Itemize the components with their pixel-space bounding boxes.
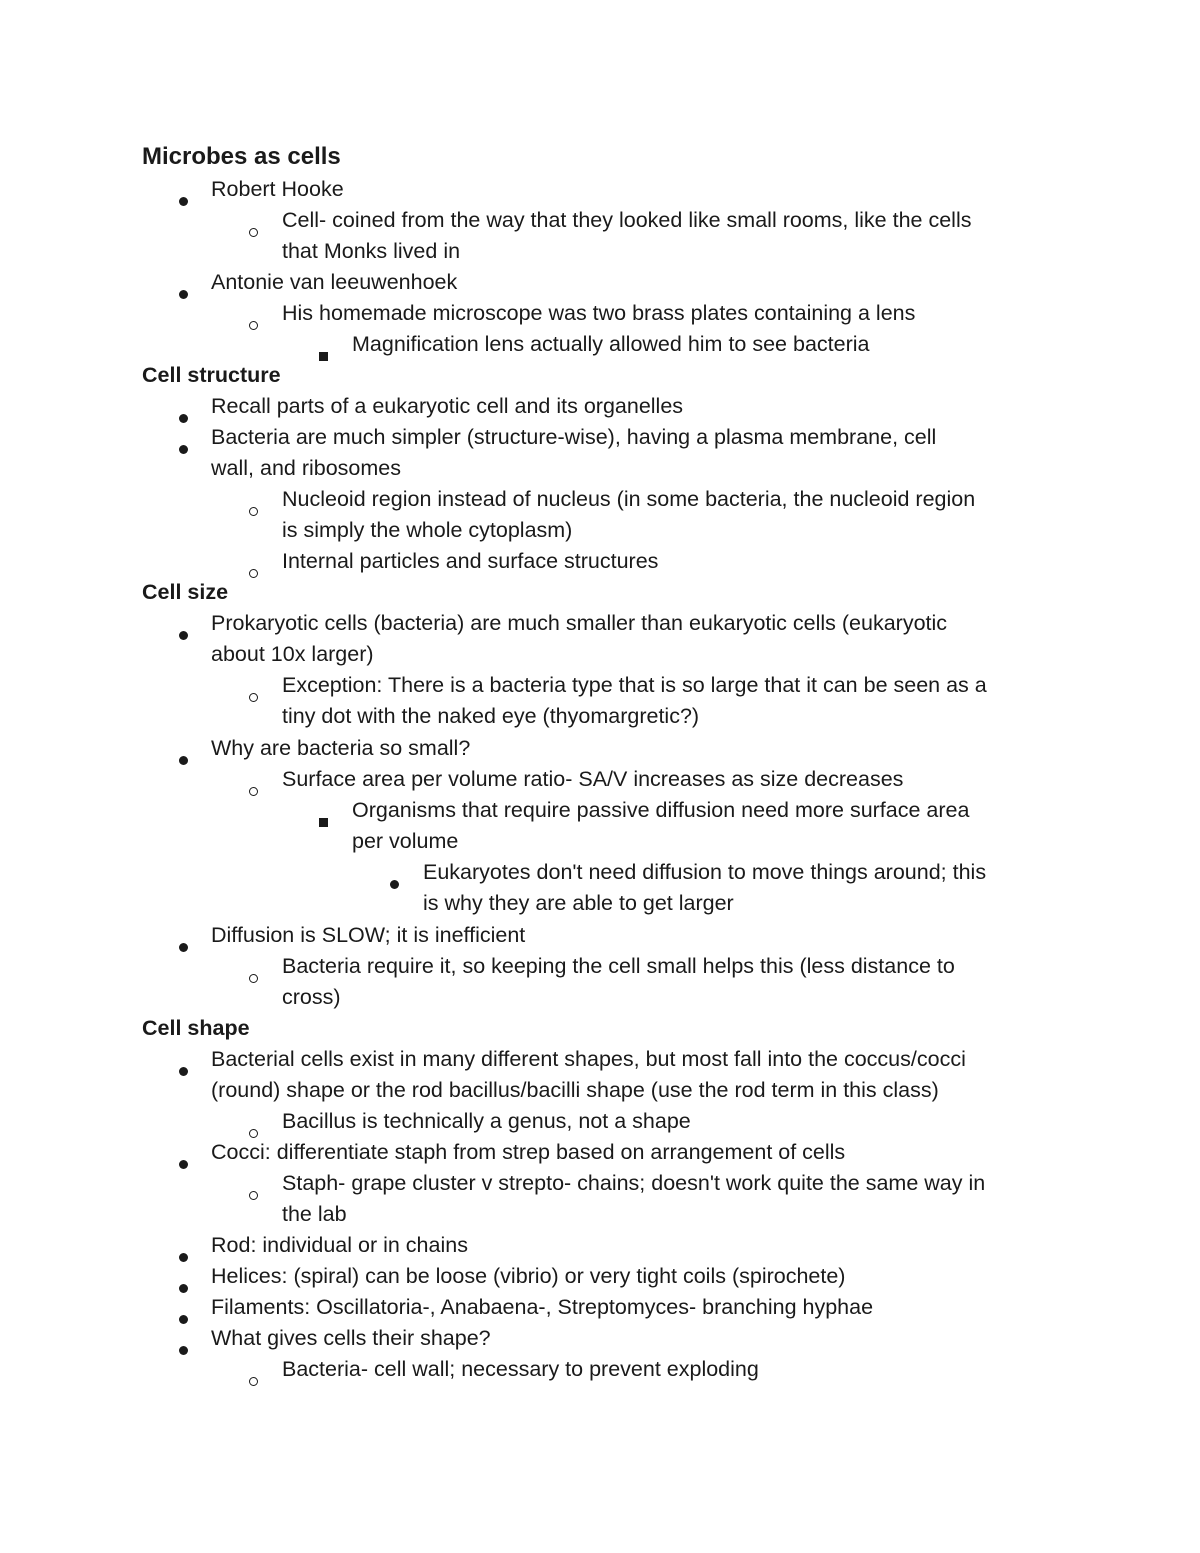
section-heading-cell-size: Cell size (142, 580, 229, 604)
list-item-continuation: the lab (282, 1202, 347, 1226)
list-item-continuation: per volume (352, 829, 459, 853)
list-item: Nucleoid region instead of nucleus (in some bacteria, the nucleoid region (282, 487, 976, 511)
circle-bullet-icon (249, 776, 258, 807)
list-item: Recall parts of a eukaryotic cell and its organelles (211, 394, 684, 418)
disc-bullet-icon (179, 279, 188, 310)
list-item-continuation: (round) shape or the rod bacillus/bacilli shape (use the rod term in this class) (211, 1078, 939, 1102)
list-item: Bacteria- cell wall; necessary to prevent exploding (282, 1357, 759, 1381)
list-item: Surface area per volume ratio- SA/V increases as size decreases (282, 767, 904, 791)
circle-bullet-icon (249, 217, 258, 248)
disc-bullet-icon (179, 434, 188, 465)
disc-bullet-icon (179, 403, 188, 434)
list-item: Filaments: Oscillatoria-, Anabaena-, Streptomyces- branching hyphae (211, 1295, 874, 1319)
section-heading-cell-shape: Cell shape (142, 1016, 250, 1040)
list-item-continuation: tiny dot with the naked eye (thyomargretic?) (282, 704, 700, 728)
list-item: Internal particles and surface structures (282, 549, 659, 573)
list-item-continuation: about 10x larger) (211, 642, 374, 666)
circle-bullet-icon (249, 1366, 258, 1397)
list-item: His homemade microscope was two brass plates containing a lens (282, 301, 916, 325)
list-item: Bacteria are much simpler (structure-wise), having a plasma membrane, cell (211, 425, 937, 449)
disc-bullet-icon (179, 932, 188, 963)
disc-bullet-icon (179, 1242, 188, 1273)
list-item: What gives cells their shape? (211, 1326, 491, 1350)
disc-bullet-icon (179, 620, 188, 651)
circle-bullet-icon (249, 310, 258, 341)
disc-bullet-icon (390, 869, 399, 900)
list-item: Staph- grape cluster v strepto- chains; doesn't work quite the same way in (282, 1171, 986, 1195)
list-item-continuation: cross) (282, 985, 341, 1009)
list-item: Bacterial cells exist in many different shapes, but most fall into the coccus/cocci (211, 1047, 966, 1071)
list-item: Bacillus is technically a genus, not a shape (282, 1109, 691, 1133)
list-item: Helices: (spiral) can be loose (vibrio) or very tight coils (spirochete) (211, 1264, 846, 1288)
square-bullet-icon (319, 341, 328, 372)
list-item: Exception: There is a bacteria type that is so large that it can be seen as a (282, 673, 987, 697)
list-item-continuation: is why they are able to get larger (423, 891, 734, 915)
disc-bullet-icon (179, 1056, 188, 1087)
disc-bullet-icon (179, 1335, 188, 1366)
section-heading-cell-structure: Cell structure (142, 363, 281, 387)
disc-bullet-icon (179, 1304, 188, 1335)
list-item: Bacteria require it, so keeping the cell small helps this (less distance to (282, 954, 955, 978)
circle-bullet-icon (249, 1180, 258, 1211)
section-heading-microbes-as-cells: Microbes as cells (142, 143, 341, 170)
circle-bullet-icon (249, 496, 258, 527)
list-item: Why are bacteria so small? (211, 736, 471, 760)
circle-bullet-icon (249, 963, 258, 994)
list-item: Cell- coined from the way that they looked like small rooms, like the cells (282, 208, 972, 232)
list-item: Eukaryotes don't need diffusion to move things around; this (423, 860, 987, 884)
list-item-continuation: that Monks lived in (282, 239, 461, 263)
disc-bullet-icon (179, 745, 188, 776)
circle-bullet-icon (249, 682, 258, 713)
list-item: Cocci: differentiate staph from strep based on arrangement of cells (211, 1140, 846, 1164)
list-item: Magnification lens actually allowed him to see bacteria (352, 332, 870, 356)
list-item: Prokaryotic cells (bacteria) are much smaller than eukaryotic cells (eukaryotic (211, 611, 948, 635)
list-item: Diffusion is SLOW; it is inefficient (211, 923, 526, 947)
square-bullet-icon (319, 807, 328, 838)
list-item: Organisms that require passive diffusion need more surface area (352, 798, 970, 822)
circle-bullet-icon (249, 558, 258, 589)
disc-bullet-icon (179, 1273, 188, 1304)
list-item: Antonie van leeuwenhoek (211, 270, 458, 294)
list-item: Rod: individual or in chains (211, 1233, 468, 1257)
disc-bullet-icon (179, 186, 188, 217)
list-item-continuation: is simply the whole cytoplasm) (282, 518, 573, 542)
disc-bullet-icon (179, 1149, 188, 1180)
list-item-continuation: wall, and ribosomes (211, 456, 402, 480)
list-item: Robert Hooke (211, 177, 344, 201)
